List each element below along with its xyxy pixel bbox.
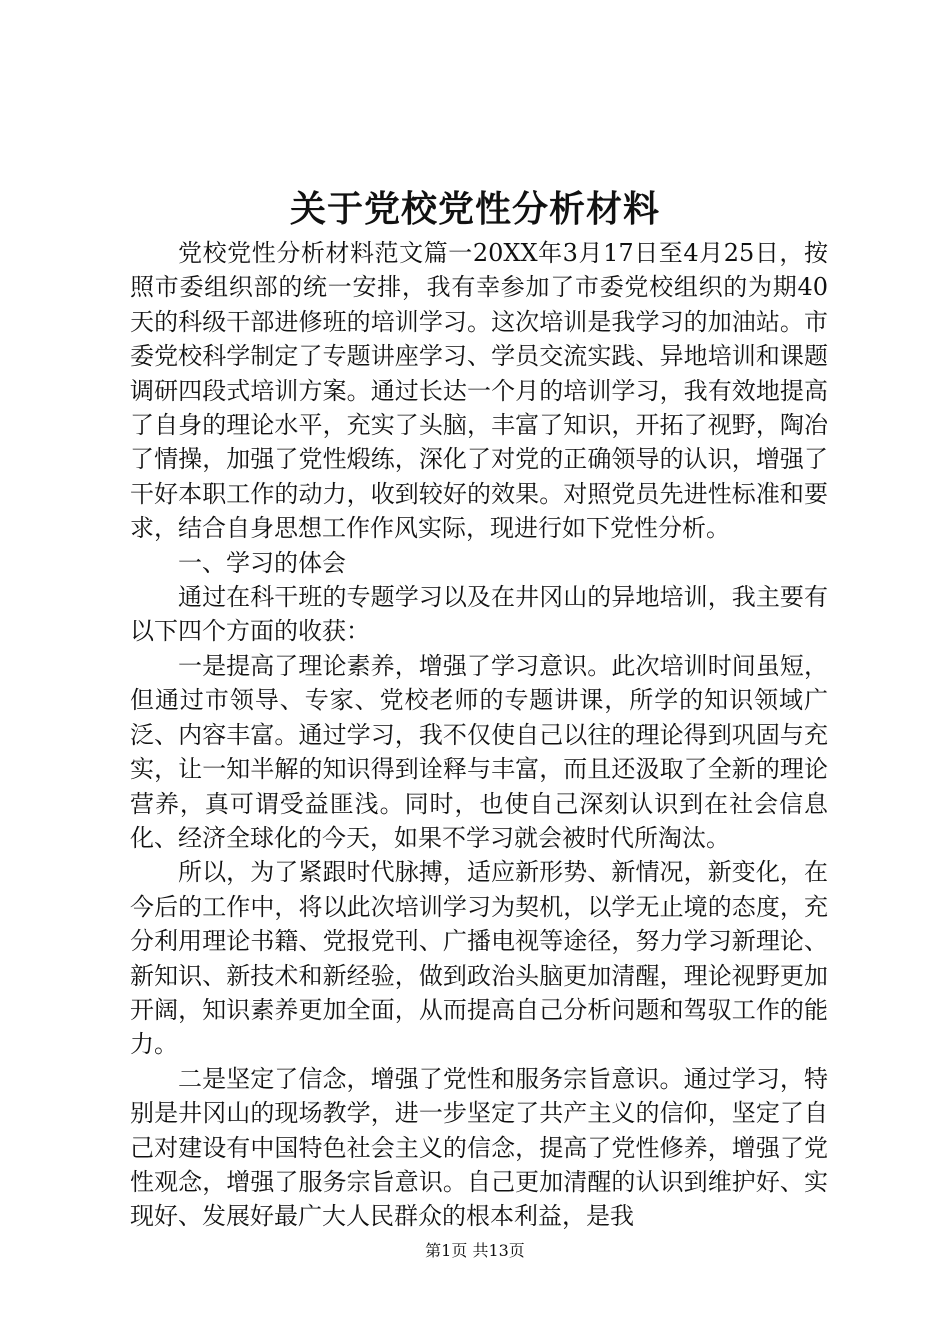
page-footer: 第1页 共13页 [425,1241,525,1260]
section-heading-learning: 一、学习的体会 [178,548,346,577]
paragraph-point-two: 二是坚定了信念，增强了党性和服务宗旨意识。通过学习，特别是井冈山的现场教学，进一步坚定了共产主义的信仰，坚定了自己对建设有中国特色社会主义的信念，提高了党性修养，增强了党性观念，增强了服务宗旨意识。自己更加清醒的认识到维护好、实现好、发展好最广大人民群众的根本利益，是我 [130,1064,828,1231]
document-title: 关于党校党性分析材料 [289,189,660,230]
paragraph-gains: 通过在科干班的专题学习以及在井冈山的异地培训，我主要有以下四个方面的收获： [130,583,828,646]
paragraph-intro: 党校党性分析材料范文篇一20XX年3月17日至4月25日，按照市委组织部的统一安排，我有幸参加了市委党校组织的为期40天的科级干部进修班的培训学习。这次培训是我学习的加油站。市委党校科学制定了专题讲座学习、学员交流实践、异地培训和课题调研四段式培训方案。通过长达一个月的培训学习，我有效地提高了自身的理论水平，充实了头脑，丰富了知识，开拓了视野，陶冶了情操，加强了党性煅练，深化了对党的正确领导的认识，增强了干好本职工作的动力，收到较好的效果。对照党员先进性标准和要求，结合自身思想工作作风实际，现进行如下党性分析。 [130,239,828,543]
paragraph-point-one: 一是提高了理论素养，增强了学习意识。此次培训时间虽短，但通过市领导、专家、党校老师的专题讲课，所学的知识领域广泛、内容丰富。通过学习，我不仅使自己以往的理论得到巩固与充实，让一知半解的知识得到诠释与丰富，而且还汲取了全新的理论营养，真可谓受益匪浅。同时，也使自己深刻认识到在社会信息化、经济全球化的今天，如果不学习就会被时代所淘汰。 [130,651,828,852]
document-body [130,236,828,1234]
paragraph-therefore: 所以，为了紧跟时代脉搏，适应新形势、新情况，新变化，在今后的工作中，将以此次培训学习为契机，以学无止境的态度，充分利用理论书籍、党报党刊、广播电视等途径，努力学习新理论、新知识、新技术和新经验，做到政治头脑更加清醒，理论视野更加开阔，知识素养更加全面，从而提高自己分析问题和驾驭工作的能力。 [130,858,828,1059]
